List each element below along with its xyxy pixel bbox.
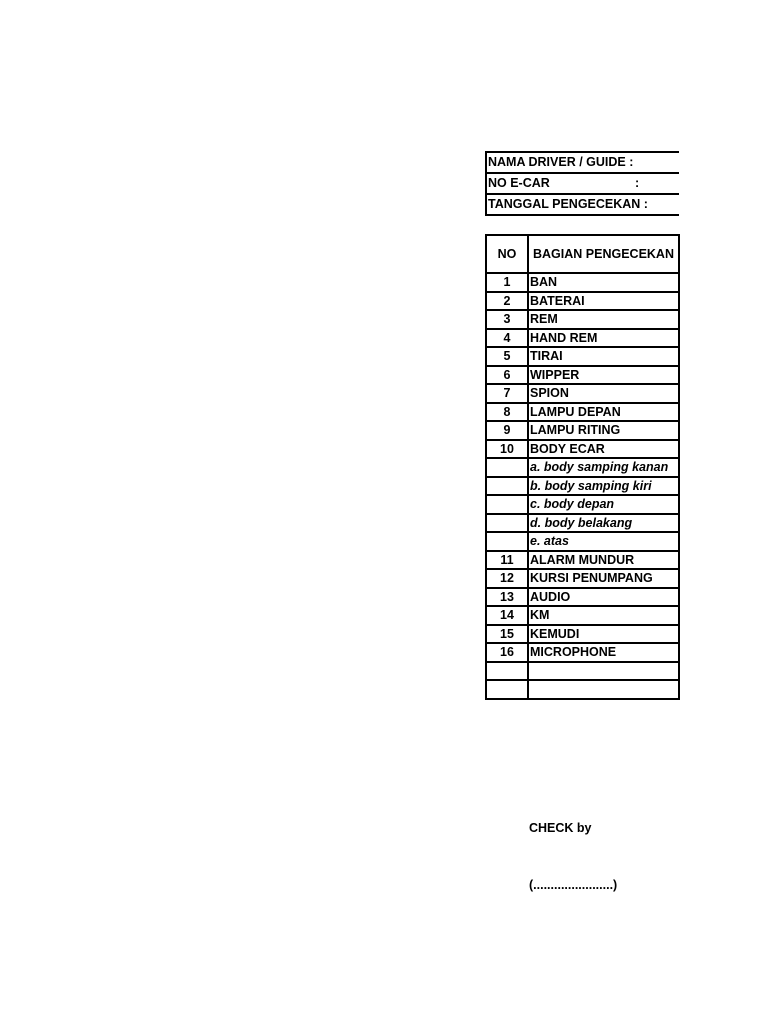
table-row [486,440,679,459]
row-number-cell: 13 [486,588,528,607]
row-part-cell [528,680,679,699]
table-row [486,551,679,570]
table-row [486,477,679,496]
table-row [486,588,679,607]
row-number-cell: 9 [486,421,528,440]
row-number-cell [486,495,528,514]
table-row [486,347,679,366]
row-part-cell: SPION [528,384,679,403]
row-number-cell [486,662,528,681]
row-number-cell: 10 [486,440,528,459]
row-number-cell: 3 [486,310,528,329]
row-part-cell: LAMPU DEPAN [528,403,679,422]
row-part-cell: BODY ECAR [528,440,679,459]
table-row [486,458,679,477]
check-by-label: CHECK by [529,821,592,835]
column-header-part: BAGIAN PENGECEKAN [528,235,679,273]
row-number-cell: 5 [486,347,528,366]
row-part-cell: REM [528,310,679,329]
table-row [486,569,679,588]
table-row [486,292,679,311]
ecar-number-colon: : [635,176,640,190]
table-row [486,329,679,348]
row-number-cell: 14 [486,606,528,625]
ecar-number-row [485,174,679,195]
row-number-cell [486,458,528,477]
row-number-cell [486,477,528,496]
row-part-cell: MICROPHONE [528,643,679,662]
row-number-cell: 12 [486,569,528,588]
check-date-row [485,195,679,216]
table-header-row [486,235,679,273]
row-part-cell: ALARM MUNDUR [528,551,679,570]
row-part-cell: e. atas [528,532,679,551]
row-number-cell [486,514,528,533]
row-number-cell: 8 [486,403,528,422]
column-header-no: NO [486,235,528,273]
row-number-cell: 15 [486,625,528,644]
table-row [486,532,679,551]
checklist-table [485,234,680,700]
row-number-cell: 1 [486,273,528,292]
table-body [486,273,679,699]
header-info-block [485,151,679,216]
table-row [486,384,679,403]
row-number-cell: 7 [486,384,528,403]
row-number-cell: 4 [486,329,528,348]
table-row [486,495,679,514]
table-row [486,662,679,681]
table-row [486,310,679,329]
row-number-cell [486,680,528,699]
row-number-cell: 2 [486,292,528,311]
check-date-label: TANGGAL PENGECEKAN : [488,197,648,211]
table-row [486,680,679,699]
row-part-cell: d. body belakang [528,514,679,533]
row-part-cell: WIPPER [528,366,679,385]
ecar-number-label: NO E-CAR [488,176,550,190]
table-row [486,514,679,533]
row-number-cell: 11 [486,551,528,570]
row-part-cell: a. body samping kanan [528,458,679,477]
table-row [486,366,679,385]
row-part-cell: KEMUDI [528,625,679,644]
driver-name-label: NAMA DRIVER / GUIDE : [488,155,634,169]
row-part-cell: LAMPU RITING [528,421,679,440]
table-row [486,273,679,292]
table-row [486,606,679,625]
row-part-cell: c. body depan [528,495,679,514]
table-row [486,625,679,644]
row-part-cell: BATERAI [528,292,679,311]
row-part-cell: TIRAI [528,347,679,366]
row-part-cell: BAN [528,273,679,292]
row-part-cell: KURSI PENUMPANG [528,569,679,588]
row-number-cell: 16 [486,643,528,662]
row-number-cell: 6 [486,366,528,385]
table-row [486,421,679,440]
row-part-cell: b. body samping kiri [528,477,679,496]
row-part-cell: HAND REM [528,329,679,348]
table-row [486,403,679,422]
table-row [486,643,679,662]
signature-line: (.......................) [529,878,618,892]
row-number-cell [486,532,528,551]
row-part-cell: AUDIO [528,588,679,607]
row-part-cell: KM [528,606,679,625]
driver-name-row [485,153,679,174]
row-part-cell [528,662,679,681]
